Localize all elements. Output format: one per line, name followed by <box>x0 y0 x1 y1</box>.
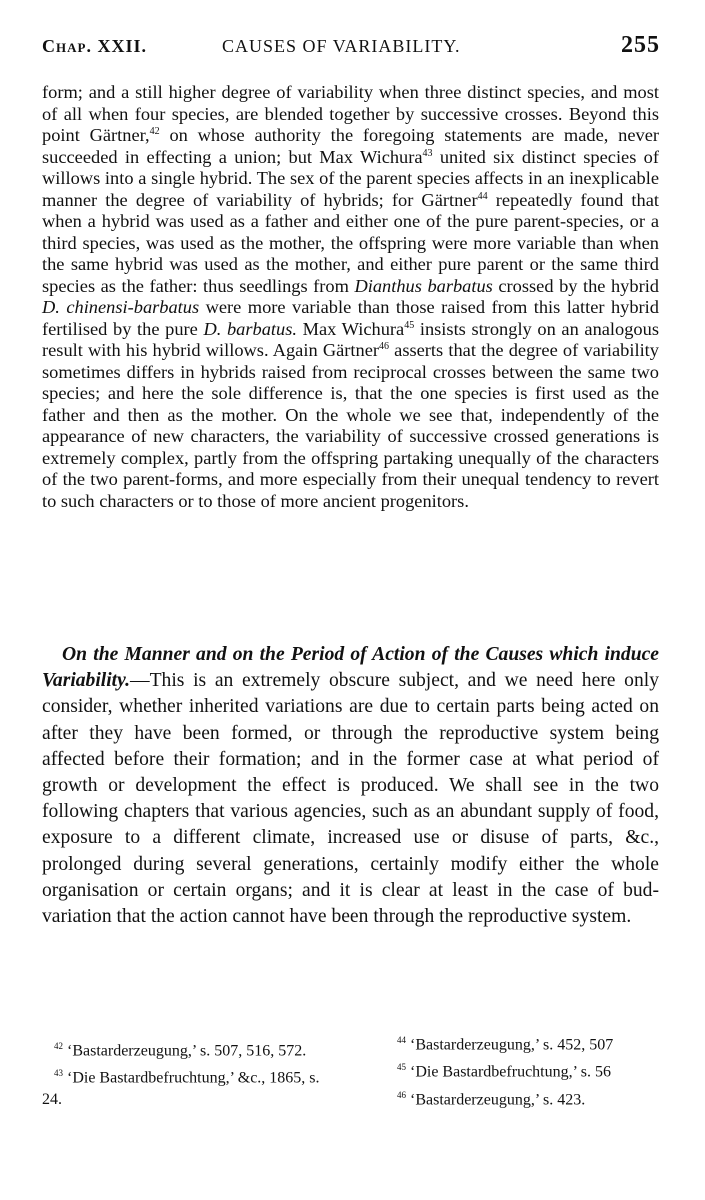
species-name: Dianthus barbatus <box>354 275 493 296</box>
text-run: Max Wichura <box>296 318 405 339</box>
footnote-ref-43: 43 <box>422 147 433 159</box>
footnote-43 <box>42 1063 340 1109</box>
footnote-ref-46: 46 <box>378 340 389 352</box>
text-run: were more variable than those raised from this latter hybrid fertilised by the pure <box>42 297 659 339</box>
footnote-45 <box>385 1057 665 1082</box>
footnote-text: ‘Bastarderzeugung,’ s. 452, 507 <box>410 1036 614 1054</box>
footnote-number: 45 <box>397 1062 406 1073</box>
footnote-text: ‘Bastarderzeugung,’ s. 507, 516, 572. <box>67 1042 307 1060</box>
paragraph <box>42 642 659 930</box>
text-run: —This is an extremely obscure subject, and we need here only consider, whether inherited variations are due to certain parts being acted on after they have been formed, or through the reproductive system being affected before their formation; and in the former case at what period of growth or development the effect is produced. We shall see in the two following chapters that various agencies, such as an abundant supply of food, exposure to a different climate, increased use or disuse of parts, &c., prolonged during several generations, certainly modify either the whole organisation or certain organs; and it is clear at least in the case of bud-variation that the action cannot have been through the reproductive system. <box>42 670 659 928</box>
footnotes-left <box>42 1036 340 1112</box>
species-name: D. chinensi-barbatus <box>42 297 200 317</box>
text-run: asserts that the degree of variability sometimes differs in hybrids raised from reciprocal crosses between the same two species; and here the sole difference is, that the one species is first used as the father and then as the mother. On the whole we see that, independently of the appearance of new characters, the variability of successive crossed generations is extremely complex, partly from the offspring partaking unequally of the characters of the two parent-forms, and more especially from their unequal tendency to revert to such characters or to those of more ancient progenitors. <box>42 340 659 511</box>
text-run: united six distinct species of willows into a single hybrid. The sex of the parent species affects in an inexplicable manner the degree of variability of hybrids; for Gärtner <box>42 146 659 210</box>
footnote-text: ‘Bastarderzeugung,’ s. 423. <box>410 1090 586 1108</box>
footnote-number: 44 <box>397 1035 406 1045</box>
footnotes-right <box>385 1030 665 1112</box>
section-heading: On the Manner and on the Period of Action of the Causes which induce Variability. <box>42 644 659 692</box>
text-run: insists strongly on an analogous result with his hybrid willows. Again Gärtner <box>42 318 659 360</box>
page-number: 255 <box>621 32 660 58</box>
body-paragraph-1 <box>42 82 659 512</box>
footnote-number: 46 <box>397 1089 406 1100</box>
footnote-42 <box>42 1036 340 1061</box>
chapter-label: Chap. XXII. <box>42 36 147 56</box>
paragraph <box>42 82 659 512</box>
footnote-text: ‘Die Bastardbefruchtung,’ s. 56 <box>410 1063 611 1081</box>
body-paragraph-2 <box>42 642 659 930</box>
text-run: crossed by the hybrid <box>492 275 660 296</box>
footnote-ref-45: 45 <box>404 319 415 331</box>
running-header <box>42 32 660 62</box>
footnote-ref-44: 44 <box>477 190 488 202</box>
footnote-44 <box>385 1030 665 1055</box>
text-run: repeatedly found that when a hybrid was used as a father and either one of the pure parent-species, or a third species, was used as the mother, the offspring were more variable than when the same hybrid was used as the mother, and either pure parent or the same third species as the father: thus seedlings from <box>42 189 659 296</box>
footnote-number: 43 <box>54 1068 63 1079</box>
footnote-46 <box>385 1085 665 1110</box>
footnote-number: 42 <box>54 1041 63 1051</box>
text-run: on whose authority the foregoing statements are made, never succeeded in effecting a union; but Max Wichura <box>42 125 659 167</box>
text-run: form; and a still higher degree of variability when three distinct species, and most of all when four species, are blended together by successive crosses. Beyond this point Gärtner, <box>42 82 659 145</box>
footnote-ref-42: 42 <box>149 125 160 137</box>
footnote-text: ‘Die Bastardbefruchtung,’ &c., 1865, s. 24. <box>42 1069 320 1108</box>
species-name: D. barbatus. <box>203 318 297 339</box>
running-title: CAUSES OF VARIABILITY. <box>222 36 461 56</box>
